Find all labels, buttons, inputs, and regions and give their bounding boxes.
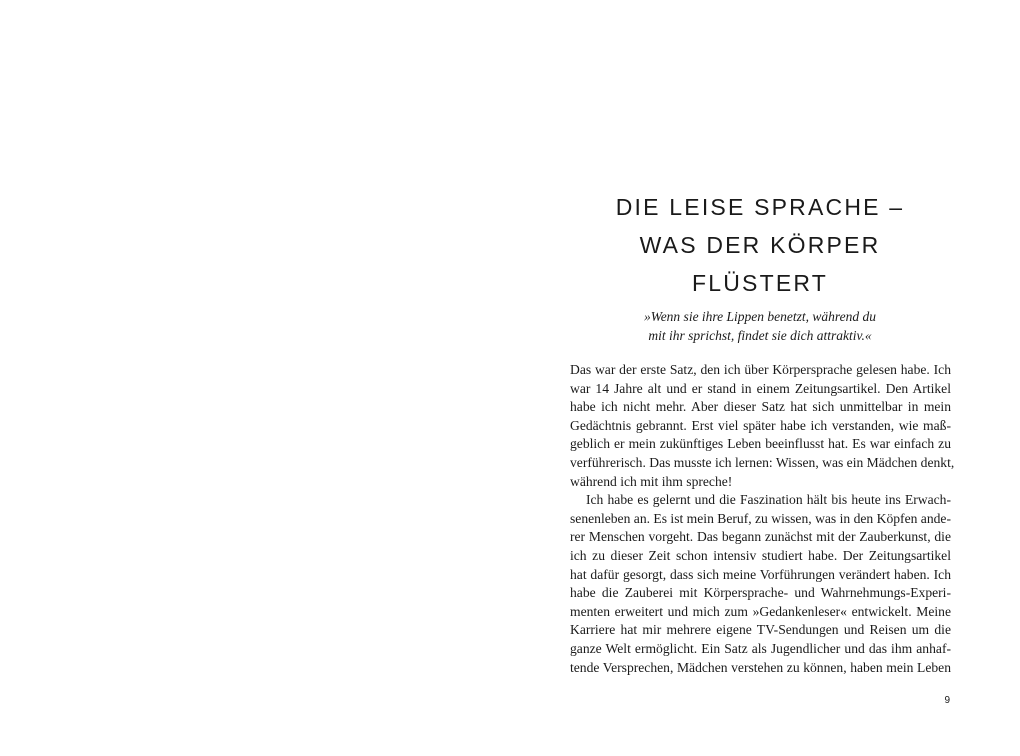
epigraph-line-2: mit ihr sprichst, findet sie dich attraktiv.«	[648, 327, 872, 343]
chapter-title	[570, 188, 950, 302]
text-line: verführerisch. Das musste ich lernen: Wissen, was ein Mädchen denkt,	[570, 454, 955, 470]
text-line: rer Menschen vorgeht. Das begann zunächst mit der Zauberkunst, die	[570, 529, 951, 545]
text-line: Karriere hat mir mehrere eigene TV-Sendungen und Reisen um die	[570, 622, 951, 638]
page-number: 9	[944, 695, 950, 706]
text-line: menten erweitert und mich zum »Gedankenleser« entwickelt. Meine	[570, 603, 951, 619]
text-line: habe die Zauberei mit Körpersprache- und Wahrnehmungs-Experi-	[570, 585, 951, 601]
body-text	[570, 361, 955, 677]
text-line: Ich habe es gelernt und die Faszination hält bis heute ins Erwach-	[586, 492, 951, 508]
text-line: hat dafür gesorgt, dass sich meine Vorführungen verändert haben. Ich	[570, 566, 951, 582]
epigraph-quote	[570, 308, 950, 345]
text-line: war 14 Jahre alt und er stand in einem Zeitungsartikel. Den Artikel	[570, 380, 951, 396]
chapter-title-line-2: WAS DER KÖRPER FLÜSTERT	[639, 232, 881, 296]
text-line: Das war der erste Satz, den ich über Körpersprache gelesen habe. Ich	[570, 362, 951, 377]
text-line: senenleben an. Es ist mein Beruf, zu wissen, was in den Köpfen ande-	[570, 510, 951, 526]
paragraph-1	[570, 361, 955, 491]
text-line: Gedächtnis gebrannt. Erst viel später habe ich verstanden, wie maß-	[570, 417, 951, 433]
text-line: habe ich nicht mehr. Aber dieser Satz hat sich unmittelbar in mein	[570, 399, 951, 415]
text-line: ganze Welt ermöglicht. Ein Satz als Jugendlicher und das ihm anhaf-	[570, 640, 951, 656]
paragraph-2	[570, 491, 951, 677]
chapter-title-line-1: DIE LEISE SPRACHE –	[615, 194, 905, 220]
text-line: geblich er mein zukünftiges Leben beeinflusst hat. Es war einfach zu	[570, 436, 951, 452]
text-line: tende Versprechen, Mädchen verstehen zu können, haben mein Leben	[570, 659, 951, 675]
epigraph-line-1: »Wenn sie ihre Lippen benetzt, während du	[643, 309, 877, 324]
text-line: während ich mit ihm spreche!	[570, 473, 733, 489]
text-line: ich zu dieser Zeit schon intensiv studiert habe. Der Zeitungsartikel	[570, 547, 951, 563]
